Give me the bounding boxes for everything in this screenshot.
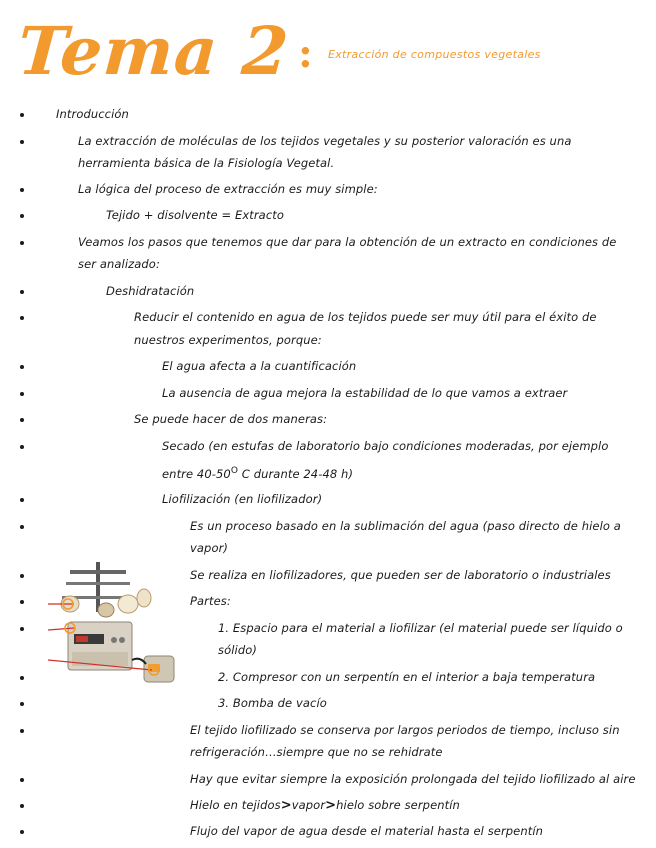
line-text: 3. Bomba de vacío <box>218 696 327 710</box>
bullet-icon <box>20 702 24 706</box>
bullet-icon <box>20 188 24 192</box>
line-text: Se realiza en liofilizadores, que pueden ser de laboratorio o industriales <box>190 568 611 582</box>
bullet-icon <box>20 113 24 117</box>
line-text: La lógica del proceso de extracción es muy simple: <box>78 182 378 196</box>
bullet-icon <box>20 418 24 422</box>
bullet-icon <box>20 241 24 245</box>
bullet-icon <box>20 365 24 369</box>
line-text: 2. Compresor con un serpentín en el interior a baja temperatura <box>218 670 596 684</box>
line-text: Liofilización (en liofilizador) <box>162 492 323 506</box>
bullet-icon <box>20 498 24 502</box>
line-text: Veamos los pasos que tenemos que dar para la obtención de un extracto en condiciones de <box>78 235 617 249</box>
bullet-icon <box>20 574 24 578</box>
line-text: sólido) <box>218 643 257 657</box>
line-text: ser analizado: <box>78 257 160 271</box>
line-text: Se puede hacer de dos maneras: <box>134 412 328 426</box>
page-title: Tema 2 <box>15 12 292 90</box>
line-text: Hielo en tejidos>vapor>hielo sobre serpentín <box>190 798 460 813</box>
bullet-icon <box>20 676 24 680</box>
line-text: entre $40-50^O$ C durante 24-48 h) <box>162 466 354 481</box>
bullet-icon <box>20 392 24 396</box>
line-text: El tejido liofilizado se conserva por largos periodos de tiempo, incluso sin <box>190 723 620 737</box>
title-colon: : <box>298 30 313 77</box>
title-block <box>15 6 648 96</box>
bullet-icon <box>20 600 24 604</box>
line-text: Introducción <box>56 107 129 121</box>
bullet-icon <box>20 627 24 631</box>
arrow-right-icon: > <box>280 798 292 813</box>
line-text: herramienta básica de la Fisiología Vegetal. <box>78 156 335 170</box>
line-text: vapor) <box>190 541 229 555</box>
bullet-icon <box>20 830 24 834</box>
line-text: Reducir el contenido en agua de los tejidos puede ser muy útil para el éxito de <box>134 310 597 324</box>
line-text: Hay que evitar siempre la exposición prolongada del tejido liofilizado al aire <box>190 772 636 786</box>
bullet-icon <box>20 778 24 782</box>
bullet-icon <box>20 525 24 529</box>
bullet-icon <box>20 316 24 320</box>
bullet-icon <box>20 290 24 294</box>
arrow-right-icon: > <box>325 798 337 813</box>
line-text: refrigeración…siempre que no se rehidrate <box>190 745 443 759</box>
line-text: El agua afecta a la cuantificación <box>162 359 357 373</box>
bullet-icon <box>20 445 24 449</box>
freeze-dryer-image <box>48 560 182 700</box>
line-text: Flujo del vapor de agua desde el material hasta el serpentín <box>190 824 544 838</box>
line-text: 1. Espacio para el material a liofilizar (el material puede ser líquido o <box>218 621 623 635</box>
bullet-icon <box>20 214 24 218</box>
line-text: La extracción de moléculas de los tejidos vegetales y su posterior valoración es una <box>78 134 572 148</box>
bullet-icon <box>20 804 24 808</box>
line-text: Tejido + disolvente = Extracto <box>106 208 284 222</box>
bullet-icon <box>20 729 24 733</box>
line-text: nuestros experimentos, porque: <box>134 333 322 347</box>
line-text: La ausencia de agua mejora la estabilidad de lo que vamos a extraer <box>162 386 568 400</box>
line-text: Deshidratación <box>106 284 195 298</box>
bullet-icon <box>20 140 24 144</box>
line-text: Secado (en estufas de laboratorio bajo condiciones moderadas, por ejemplo <box>162 439 609 453</box>
page-subtitle: Extracción de compuestos vegetales <box>328 48 541 61</box>
line-text: Es un proceso basado en la sublimación del agua (paso directo de hielo a <box>190 519 621 533</box>
line-text: Partes: <box>190 594 231 608</box>
